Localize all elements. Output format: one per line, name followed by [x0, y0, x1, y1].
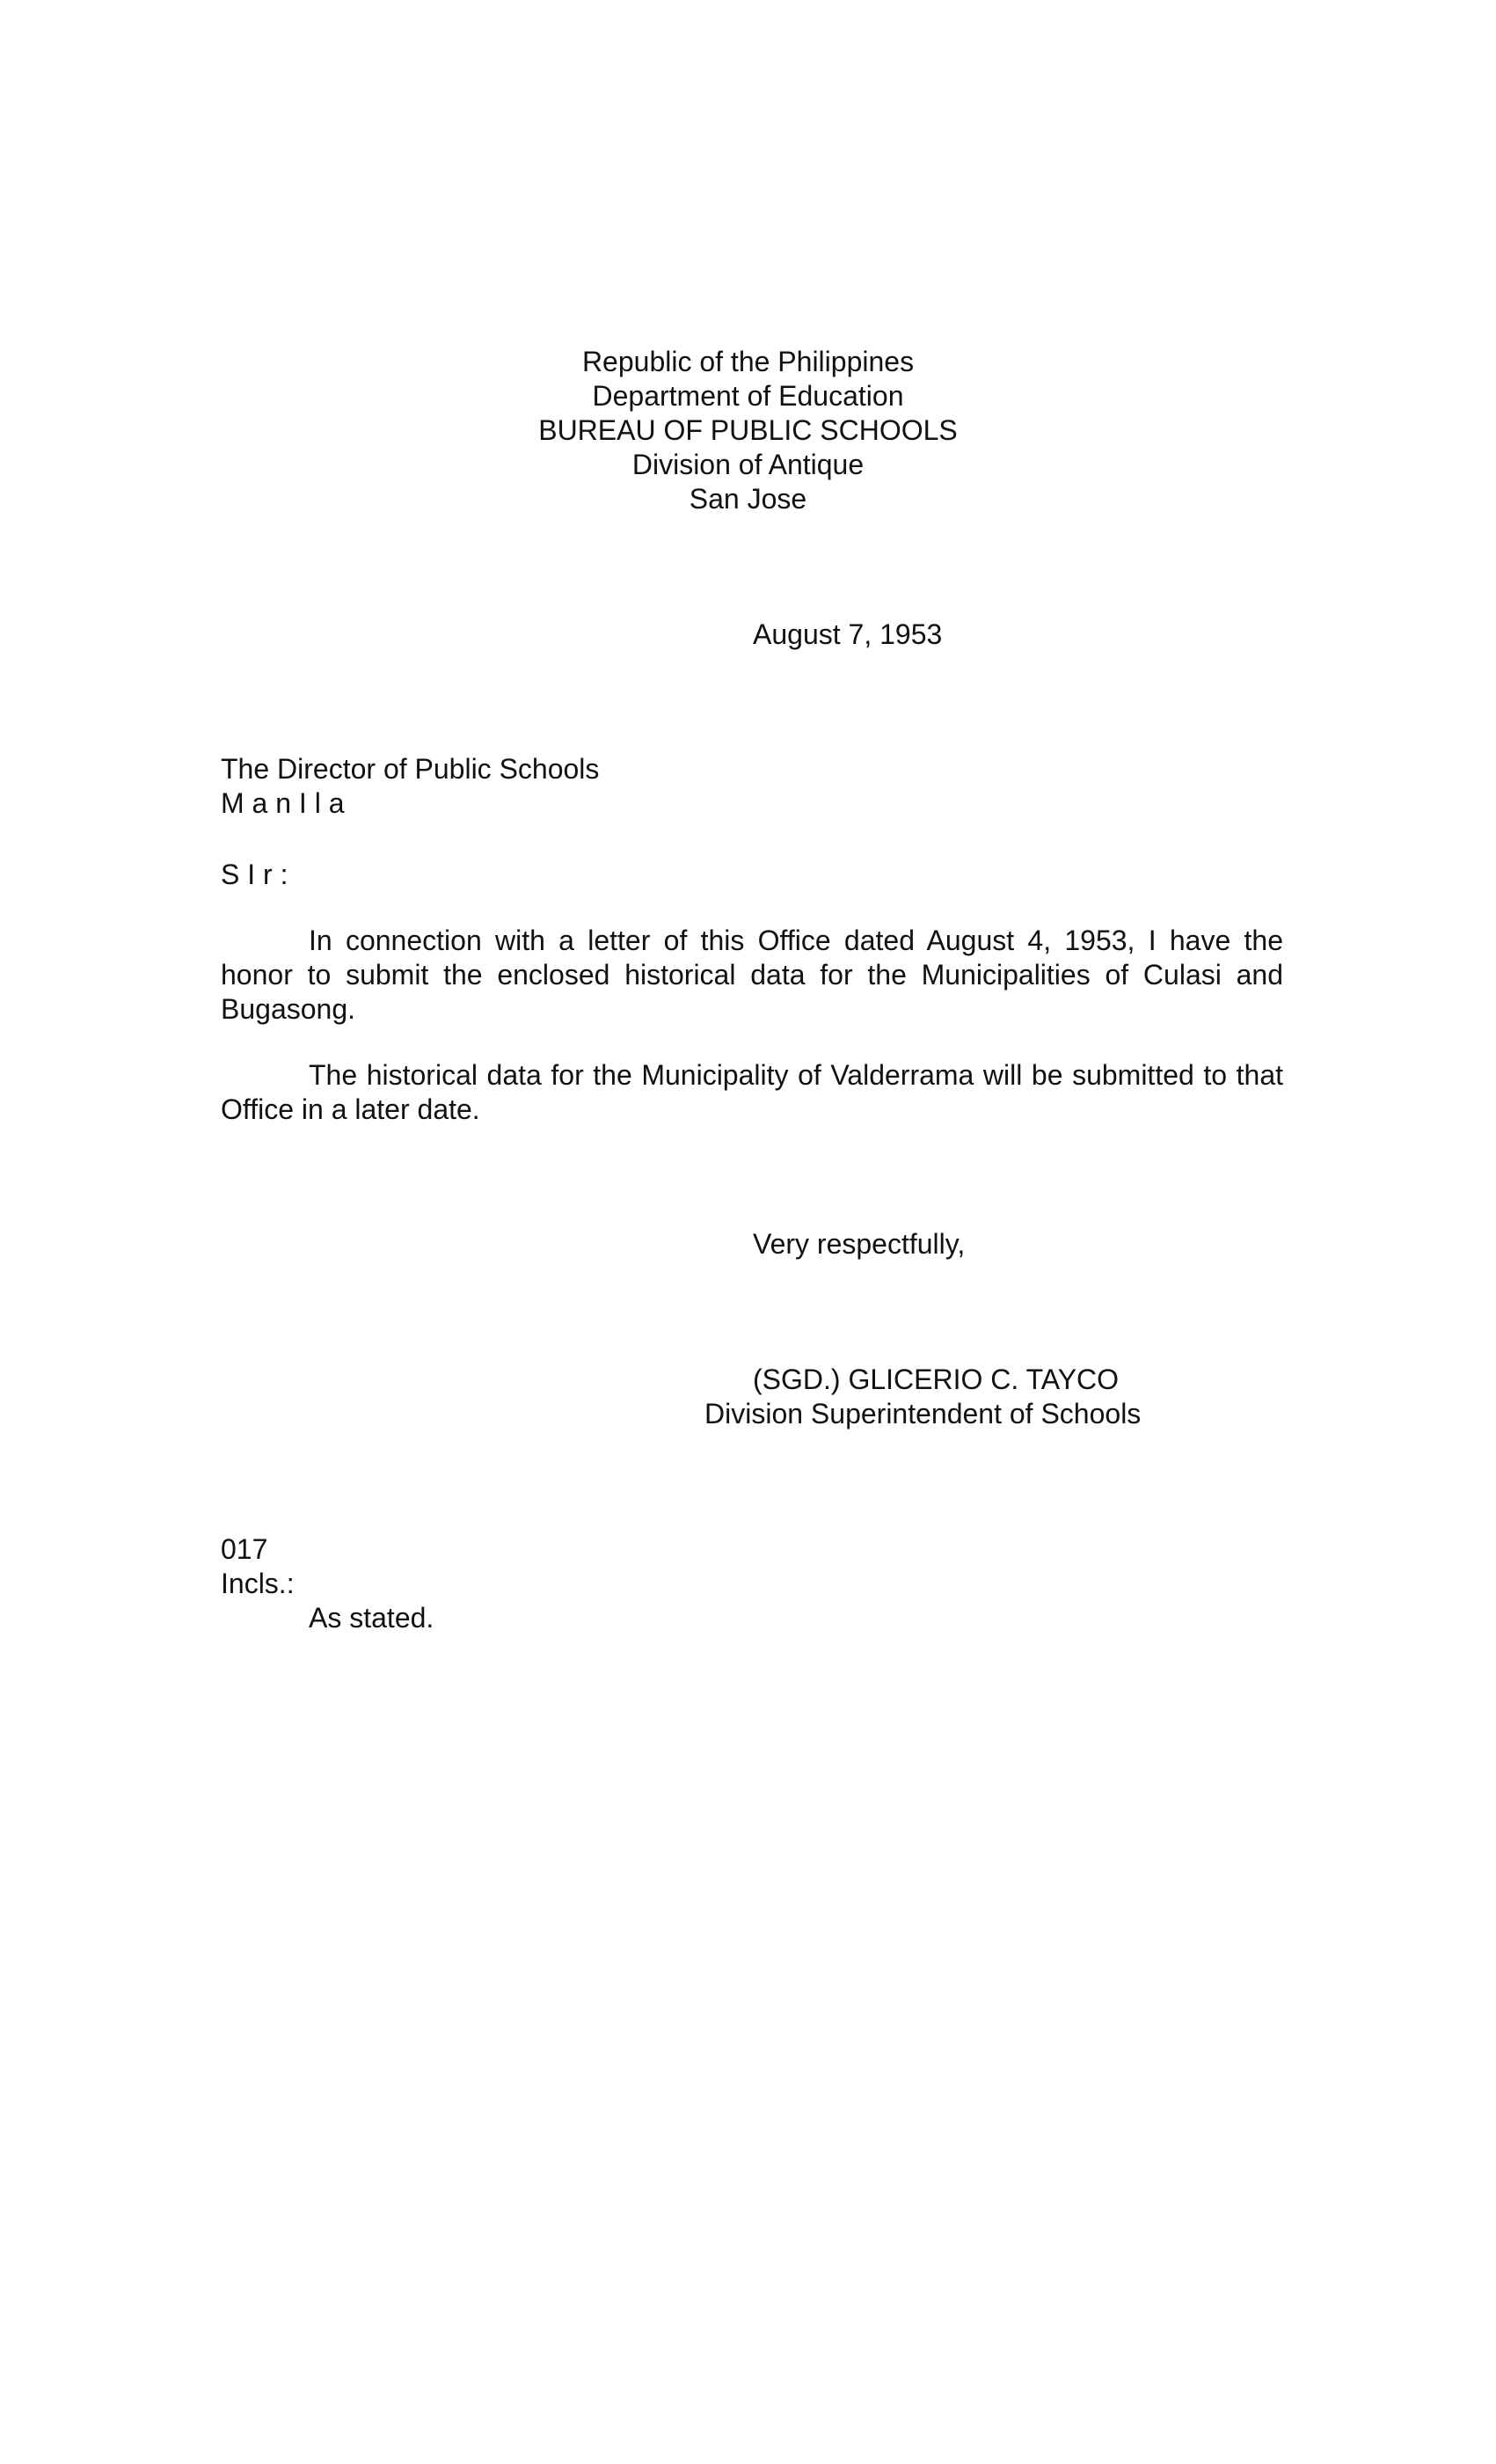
complimentary-closing: Very respectfully,: [753, 1228, 966, 1260]
inclosures-label: Incls.:: [221, 1568, 295, 1599]
inclosures-value: As stated.: [309, 1602, 434, 1634]
addressee-name: The Director of Public Schools: [221, 753, 600, 785]
body-paragraph: The historical data for the Municipality of Valderrama will be submitted to that Office in a later date.: [221, 1059, 1283, 1125]
salutation: S I r :: [221, 859, 288, 890]
letterhead-city: San Jose: [689, 483, 807, 515]
addressee-location: M a n I l a: [221, 787, 345, 819]
body-paragraph-1-wrapper: [221, 924, 1283, 1027]
letterhead: [0, 345, 1496, 516]
letterhead-division: Division of Antique: [631, 449, 865, 480]
letterhead-republic: Republic of the Philippines: [581, 346, 915, 377]
letter-date: August 7, 1953: [753, 618, 943, 650]
signer-title: Division Superintendent of Schools: [704, 1398, 1142, 1429]
letterhead-bureau: BUREAU OF PUBLIC SCHOOLS: [538, 414, 958, 446]
addressee-block: [221, 752, 599, 821]
signer-name: (SGD.) GLICERIO C. TAYCO: [753, 1364, 1120, 1395]
body-paragraph-2-wrapper: [221, 1058, 1283, 1127]
file-number: 017: [221, 1533, 268, 1565]
letterhead-department: Department of Education: [592, 380, 904, 412]
body-paragraph: In connection with a letter of this Office dated August 4, 1953, I have the honor to submit the enclosed historical data for the Municipalities of Culasi and Bugasong.: [221, 925, 1283, 1025]
